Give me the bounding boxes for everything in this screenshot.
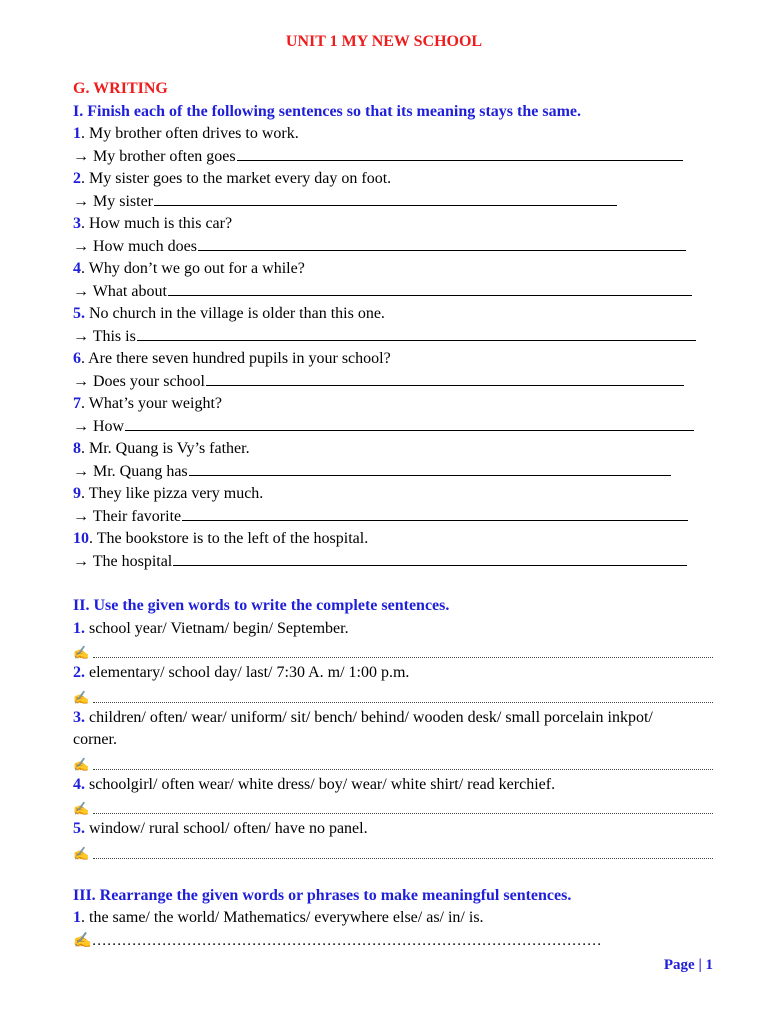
question-number-sep: . (81, 260, 85, 277)
question-line (73, 213, 713, 236)
writing-hand-icon: ✍ (73, 756, 90, 772)
question-prompt: school year/ Vietnam/ begin/ September. (85, 619, 349, 637)
answer-stem: → My brother often goes (73, 147, 236, 165)
answer-blank[interactable] (182, 506, 688, 521)
answer-stem: → Their favorite (73, 507, 182, 525)
question-number: 7 (73, 395, 81, 412)
question-prompt: No church in the village is older than this one. (85, 305, 385, 322)
question-prompt: elementary/ school day/ last/ 7:30 A. m/ 1:00 p.m. (85, 664, 410, 681)
answer-line (73, 191, 713, 214)
answer-stem: → How (73, 417, 125, 435)
answer-line (73, 146, 713, 169)
question-line (73, 303, 713, 326)
section-heading: G. WRITING (73, 80, 168, 97)
question-line (73, 168, 713, 191)
question-line (73, 907, 713, 930)
answer-stem: → The hospital (73, 552, 173, 570)
question-line (73, 393, 713, 416)
answer-line[interactable] (73, 841, 713, 863)
question-number-sep: . (81, 395, 85, 412)
writing-hand-icon: ✍ (73, 689, 90, 705)
question-prompt: the same/ the world/ Mathematics/ everywhere else/ as/ in/ is. (85, 909, 484, 926)
question-number: 3 (73, 215, 81, 232)
answer-line[interactable] (73, 796, 713, 818)
question-prompt: schoolgirl/ often wear/ white dress/ boy/ wear/ white shirt/ read kerchief. (85, 775, 556, 793)
question-line (73, 618, 673, 641)
question-line (73, 483, 713, 506)
answer-line (73, 416, 713, 439)
question-line (73, 662, 673, 685)
part3-list (73, 907, 713, 952)
footer-page-label: Page (663, 957, 695, 973)
answer-line (73, 326, 713, 349)
question-prompt: My brother often drives to work. (85, 125, 299, 142)
question-number: 4. (73, 775, 85, 793)
question-line (73, 123, 713, 146)
question-number: 3. (73, 708, 85, 726)
question-line (73, 348, 713, 371)
question-number-sep: . (81, 170, 85, 187)
answer-stem: → What about (73, 282, 167, 300)
question-prompt: The bookstore is to the left of the hospital. (93, 530, 369, 547)
answer-blank[interactable] (206, 371, 684, 386)
question-line (73, 774, 673, 797)
writing-hand-icon: ✍ (73, 845, 90, 861)
part2-list (73, 618, 713, 863)
footer-separator: | (694, 957, 706, 973)
answer-line (73, 281, 713, 304)
question-number: 2. (73, 664, 85, 681)
answer-blank[interactable] (137, 326, 696, 341)
question-line (73, 438, 713, 461)
question-prompt: Mr. Quang is Vy’s father. (85, 440, 250, 457)
question-number-sep: . (81, 440, 85, 457)
dotted-answer-space[interactable] (93, 812, 713, 814)
answer-blank[interactable] (125, 416, 694, 431)
question-prompt: How much is this car? (85, 215, 233, 232)
question-prompt: Why don’t we go out for a while? (85, 260, 305, 277)
question-number-sep: . (89, 530, 93, 547)
question-prompt: window/ rural school/ often/ have no panel. (85, 820, 368, 837)
question-line (73, 528, 713, 551)
answer-blank[interactable] (198, 236, 686, 251)
question-line (73, 707, 673, 752)
footer-page-number: 1 (705, 957, 713, 973)
part3-heading: III. Rearrange the given words or phrases to make meaningful sentences. (73, 886, 572, 904)
question-prompt: What’s your weight? (85, 395, 223, 412)
question-number: 1 (73, 125, 81, 142)
answer-stem: → This is (73, 327, 136, 345)
question-line (73, 818, 673, 841)
question-number-sep: . (81, 215, 85, 232)
dotted-answer-space[interactable] (93, 656, 713, 658)
answer-stem: → How much does (73, 237, 197, 255)
page-title: UNIT 1 MY NEW SCHOOL (285, 33, 483, 50)
answer-line (73, 506, 713, 529)
writing-hand-icon: ✍ (73, 645, 90, 660)
answer-blank[interactable] (189, 461, 671, 476)
answer-blank[interactable] (173, 551, 687, 566)
answer-stem: → Mr. Quang has (73, 462, 188, 480)
question-number-sep: . (81, 125, 85, 142)
part1-list (73, 123, 713, 573)
question-prompt: children/ often/ wear/ uniform/ sit/ bench/ behind/ wooden desk/ small porcelain inkpot/ corner. (73, 708, 653, 748)
part2-heading: II. Use the given words to write the complete sentences. (73, 597, 450, 614)
dotted-answer-space[interactable] (93, 857, 713, 859)
answer-line (73, 551, 713, 574)
question-line (73, 258, 713, 281)
question-number: 9 (73, 485, 81, 502)
answer-blank[interactable] (168, 281, 692, 296)
answer-line[interactable]: ✍………………………………………………………………………………………… (73, 932, 602, 949)
question-number-sep: . (81, 350, 85, 367)
answer-stem: → My sister (73, 192, 153, 210)
page-footer (664, 957, 713, 974)
answer-stem: → Does your school (73, 372, 205, 390)
question-number: 5. (73, 305, 85, 322)
question-number-sep: . (81, 485, 85, 502)
spacer (73, 573, 713, 595)
answer-line (73, 461, 713, 484)
question-number: 5. (73, 820, 85, 837)
question-prompt: My sister goes to the market every day on foot. (85, 170, 392, 187)
dotted-answer-space[interactable] (93, 701, 713, 703)
part1-heading: I. Finish each of the following sentences so that its meaning stays the same. (73, 102, 581, 120)
question-number: 8 (73, 440, 81, 457)
answer-line[interactable] (73, 640, 713, 662)
writing-hand-icon: ✍ (73, 801, 90, 816)
answer-blank[interactable] (154, 191, 617, 206)
worksheet-content (73, 78, 713, 952)
question-prompt: They like pizza very much. (85, 485, 264, 502)
question-number: 10 (73, 530, 89, 547)
question-number: 2 (73, 170, 81, 187)
spacer (73, 863, 713, 885)
question-number: 1. (73, 619, 85, 637)
question-number: 6 (73, 350, 81, 367)
question-prompt: Are there seven hundred pupils in your school? (85, 350, 391, 367)
answer-line (73, 236, 713, 259)
answer-line[interactable] (73, 752, 713, 774)
question-number: 4 (73, 260, 81, 277)
answer-line[interactable] (73, 685, 713, 707)
answer-blank[interactable] (237, 146, 683, 161)
question-number: 1 (73, 909, 81, 926)
dotted-answer-space[interactable] (93, 768, 713, 770)
question-number-sep: . (81, 909, 85, 926)
answer-line (73, 371, 713, 394)
